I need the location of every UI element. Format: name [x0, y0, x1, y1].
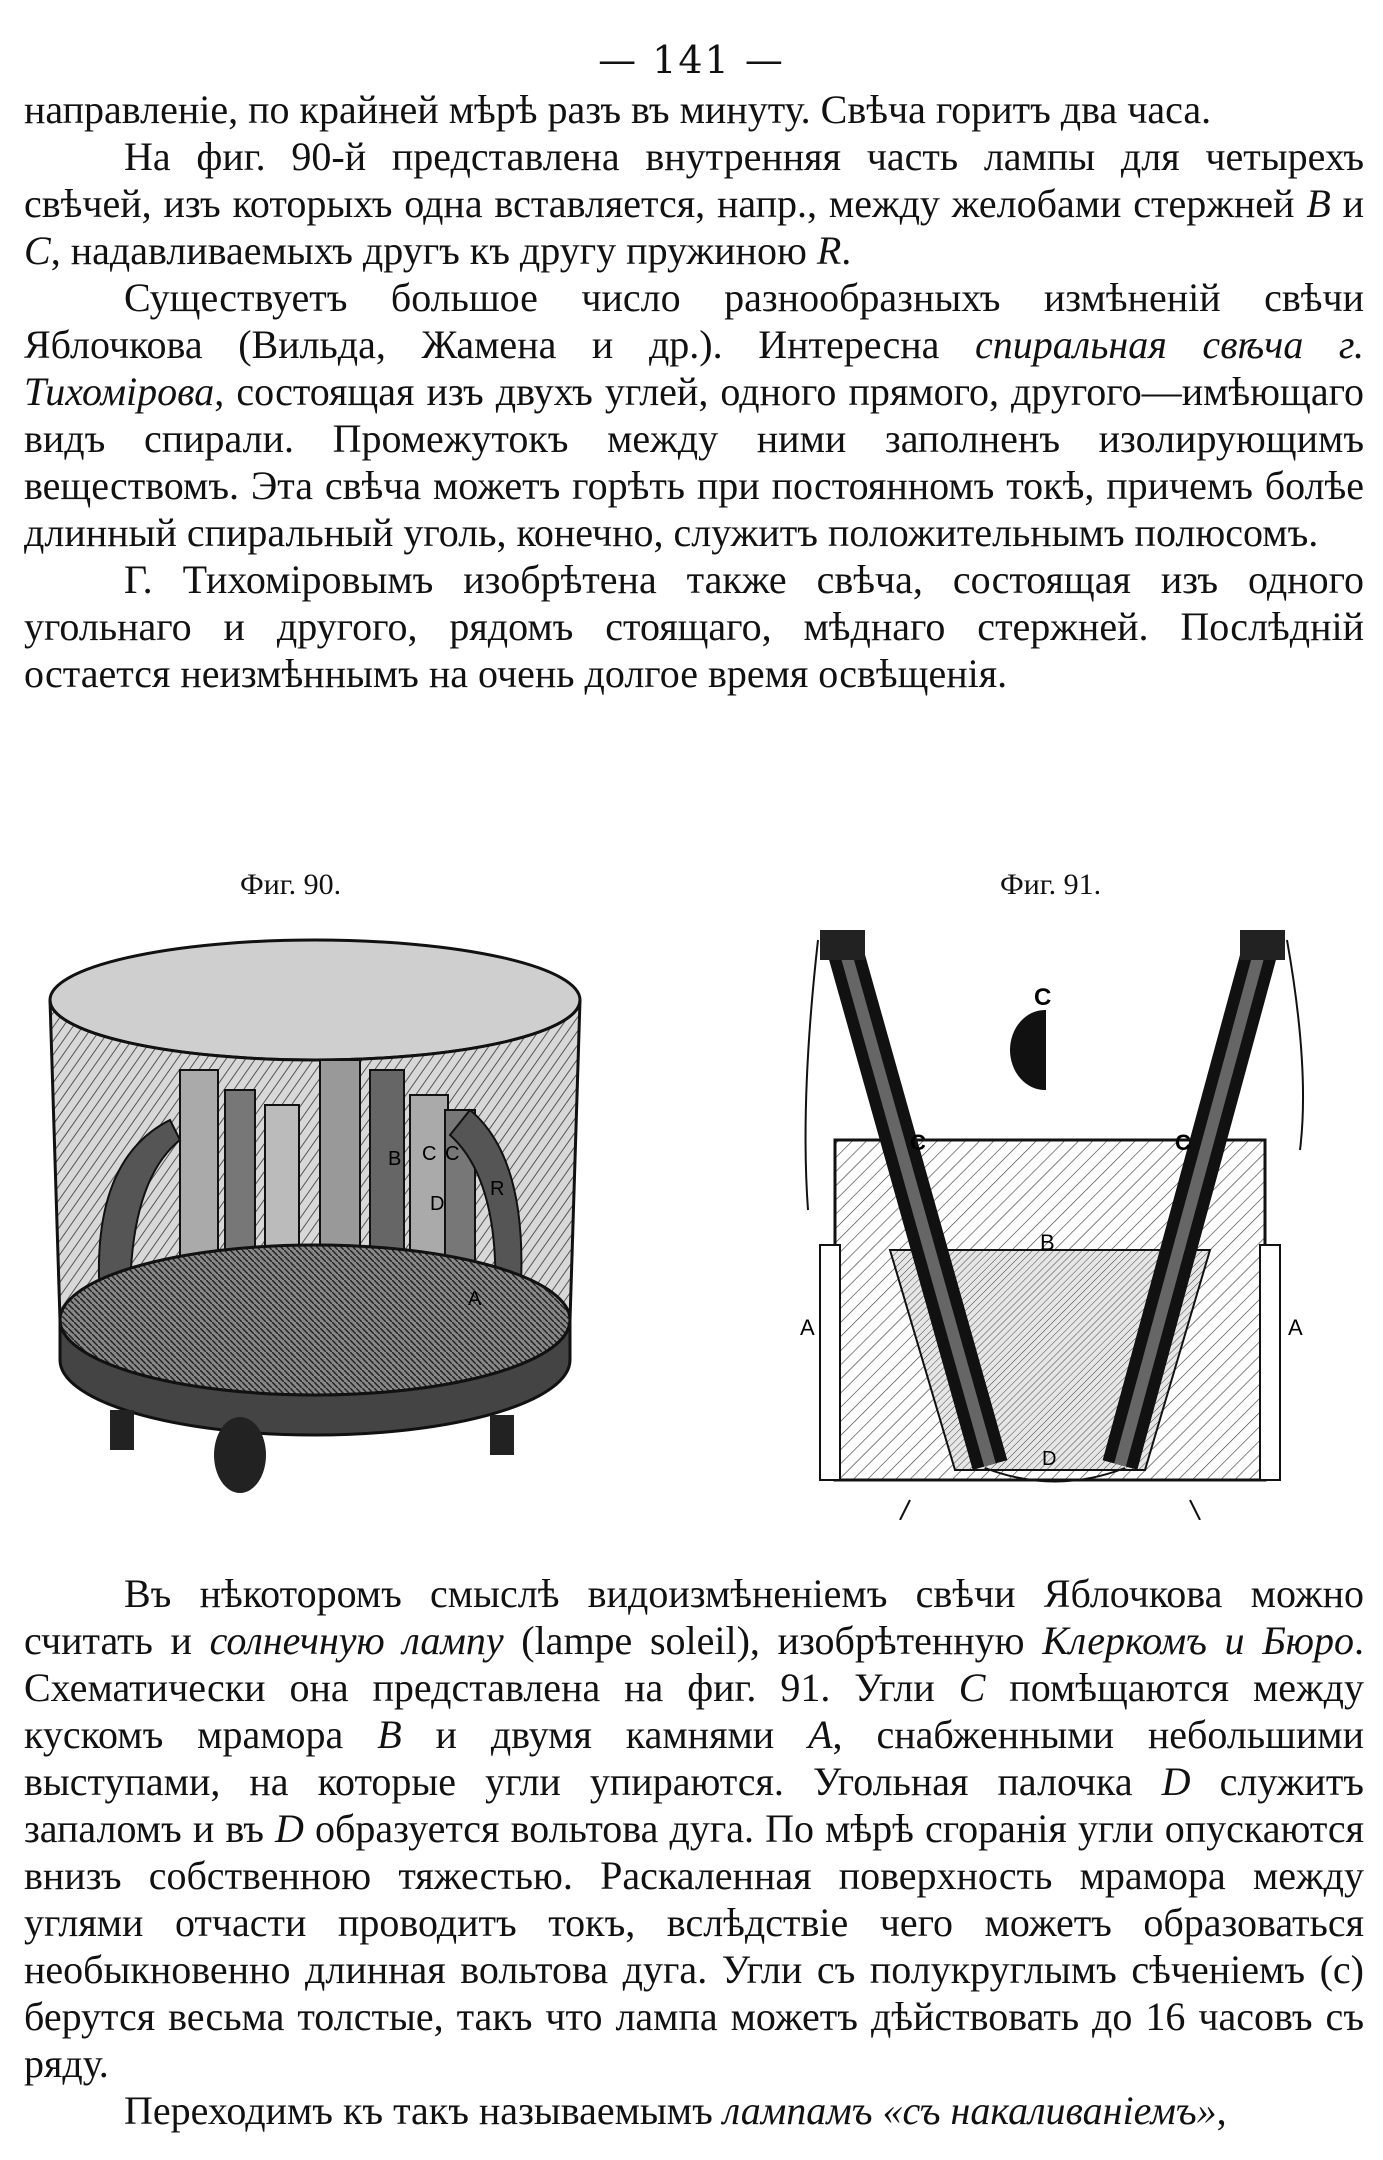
- top-text-block: [24, 86, 1364, 697]
- fig90-label-a: A: [468, 1288, 482, 1310]
- fig90-label-c2: C: [445, 1143, 460, 1165]
- fig91-label-a-left: A: [800, 1315, 815, 1340]
- fig91-label-a-right: A: [1288, 1315, 1303, 1340]
- paragraph-2: На фиг. 90-й представлена внутренняя часть лампы для четырехъ свѣчей, изъ которыхъ одна вставляется, напр., между желобами стержней B и C, надавливаемыхъ другъ къ другу пружиною R.: [24, 134, 1364, 273]
- fig91-label-c-right: C: [1175, 1130, 1191, 1155]
- figure-91-caption: Фиг. 91.: [1000, 868, 1102, 901]
- paragraph-3: Существуетъ большое число разнообразныхъ измѣненій свѣчи Яблочкова (Вильда, Жамена и др.). Интересна спиральная свѣча г. Тихомірова, состоящая изъ двухъ углей, одного прямого, другого—имѣющаго видъ спирали. Промежутокъ между ними заполненъ изолирующимъ веществомъ. Эта свѣча можетъ горѣть при постоянномъ токѣ, причемъ болѣе длинный спиральный уголь, конечно, служитъ положительнымъ полюсомъ.: [24, 275, 1364, 555]
- fig90-label-b: B: [388, 1148, 402, 1170]
- paragraph-5: Въ нѣкоторомъ смыслѣ видоизмѣненіемъ свѣчи Яблочкова можно считать и солнечную лампу (lampe soleil), изобрѣтенную Клеркомъ и Бюро. Схематически она представлена на фиг. 91. Угли C помѣщаются между кускомъ мрамора B и двумя камнями A, снабженными небольшими выступами, на которые угли упираются. Угольная палочка D служитъ запаломъ и въ D образуется вольтова дуга. По мѣрѣ сгоранія угли опускаются внизъ собственною тяжестью. Раскаленная поверхность мрамора между углями отчасти проводитъ токъ, вслѣдствіе чего можетъ образоваться необыкновенно длинная вольтова дуга. Угли съ полукруглымъ сѣченіемъ (с) берутся весьма толстые, такъ что лампа можетъ дѣйствовать до 16 часовъ съ ряду.: [24, 1571, 1364, 2086]
- fig91-label-section: C: [1034, 984, 1052, 1011]
- figure-90-caption: Фиг. 90.: [240, 868, 342, 901]
- fig91-label-b: B: [1040, 1230, 1055, 1255]
- figure-90-illustration: [20, 920, 610, 1520]
- fig90-label-d: D: [430, 1193, 445, 1215]
- paragraph-1: направленіе, по крайней мѣрѣ разъ въ минуту. Свѣча горитъ два часа.: [24, 87, 1212, 132]
- fig90-label-c1: C: [422, 1143, 437, 1165]
- bottom-text-block: [24, 1570, 1364, 2134]
- paragraph-6: Переходимъ къ такъ называемымъ лампамъ «съ накаливаніемъ»,: [124, 2088, 1227, 2133]
- page-number: — 141 —: [598, 38, 785, 82]
- fig90-label-r: R: [490, 1178, 505, 1200]
- fig91-label-c-left: C: [910, 1130, 926, 1155]
- paragraph-4: Г. Тихоміровымъ изобрѣтена также свѣча, состоящая изъ одного угольнаго и другого, рядомъ стоящаго, мѣднаго стержней. Послѣдній остается неизмѣннымъ на очень долгое время освѣщенія.: [24, 557, 1364, 696]
- fig91-label-d: D: [1042, 1448, 1057, 1470]
- figure-91-illustration: [790, 920, 1350, 1520]
